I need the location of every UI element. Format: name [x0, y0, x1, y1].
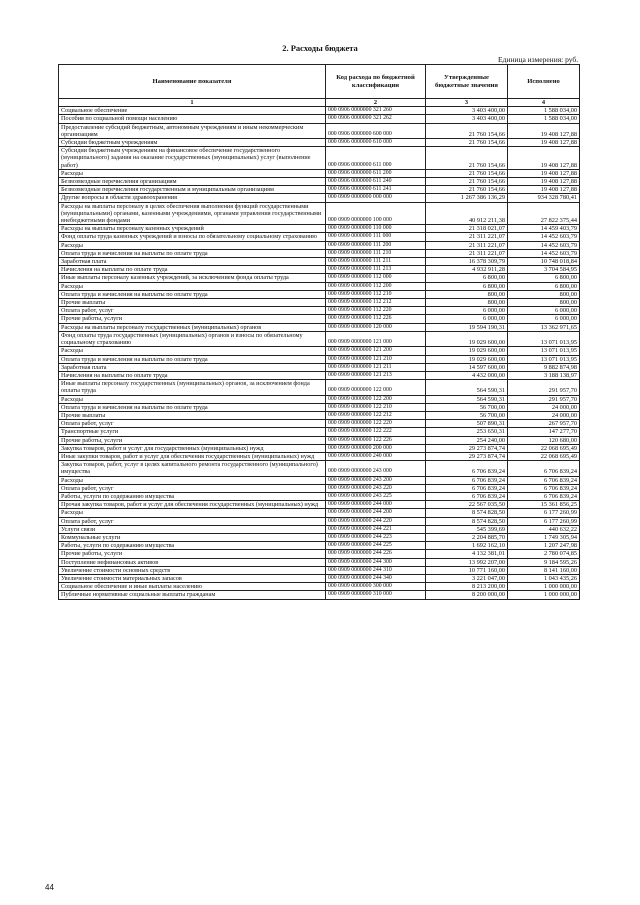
table-row: [59, 411, 580, 419]
table-row: [59, 147, 580, 170]
table-row: [59, 258, 580, 266]
row-code-cell: 000 0909 0000000 122 210: [326, 403, 426, 411]
row-executed-cell: 14 452 603,79: [508, 249, 580, 257]
row-name-cell: Безвозмездные перечисления государственным и муниципальным организациям: [59, 186, 326, 194]
row-executed-cell: 22 068 695,49: [508, 452, 580, 460]
row-approved-cell: 21 311 221,07: [426, 249, 508, 257]
table-row: [59, 371, 580, 379]
row-name-cell: Оплата работ, услуг: [59, 517, 326, 525]
row-executed-cell: 934 328 780,41: [508, 194, 580, 202]
table-row: [59, 517, 580, 525]
row-code-cell: 000 0909 0000000 122 226: [326, 436, 426, 444]
row-code-cell: 000 0909 0000000 112 200: [326, 282, 426, 290]
row-code-cell: 000 0906 0000000 321 260: [326, 107, 426, 115]
row-executed-cell: 19 408 127,88: [508, 178, 580, 186]
row-executed-cell: 19 408 127,88: [508, 139, 580, 147]
row-executed-cell: 800,00: [508, 290, 580, 298]
table-row: [59, 233, 580, 241]
row-executed-cell: 1 749 305,94: [508, 533, 580, 541]
row-code-cell: 000 0909 0000000 244 220: [326, 517, 426, 525]
table-row: [59, 420, 580, 428]
row-executed-cell: 120 680,00: [508, 436, 580, 444]
row-name-cell: Оплата труда и начисления на выплаты по оплате труда: [59, 249, 326, 257]
row-name-cell: Начисления на выплаты по оплате труда: [59, 371, 326, 379]
row-approved-cell: 564 590,31: [426, 395, 508, 403]
page-number: 44: [45, 883, 54, 892]
table-row: [59, 558, 580, 566]
row-name-cell: Иные выплаты персоналу казенных учреждений, за исключением фонда оплаты труда: [59, 274, 326, 282]
row-approved-cell: 6 706 839,24: [426, 461, 508, 476]
table-row: [59, 299, 580, 307]
row-executed-cell: 9 184 595,26: [508, 558, 580, 566]
row-code-cell: 000 0909 0000000 244 300: [326, 558, 426, 566]
row-name-cell: Заработная плата: [59, 258, 326, 266]
row-approved-cell: 8 213 200,00: [426, 583, 508, 591]
table-row: [59, 241, 580, 249]
row-name-cell: Поступление нефинансовых активов: [59, 558, 326, 566]
row-code-cell: 000 0909 0000000 122 000: [326, 380, 426, 395]
table-row: [59, 444, 580, 452]
row-approved-cell: 14 597 600,00: [426, 363, 508, 371]
row-name-cell: Закупка товаров, работ и услуг для государственных (муниципальных) нужд: [59, 444, 326, 452]
row-name-cell: Расходы: [59, 282, 326, 290]
table-row: [59, 107, 580, 115]
row-name-cell: Субсидии бюджетным учреждениям на финансовое обеспечение государственного (муниципального) задания на оказание государственных (муниципальных) услуг (выполнение работ): [59, 147, 326, 170]
row-name-cell: Заработная плата: [59, 363, 326, 371]
row-approved-cell: 8 200 000,00: [426, 591, 508, 599]
row-name-cell: Расходы на выплаты персоналу казенных учреждений: [59, 225, 326, 233]
row-approved-cell: 56 700,00: [426, 403, 508, 411]
row-code-cell: 000 0909 0000000 112 210: [326, 290, 426, 298]
row-name-cell: Иные выплаты персоналу государственных (муниципальных) органов, за исключением фонда оплаты труда: [59, 380, 326, 395]
row-code-cell: 000 0906 0000000 321 262: [326, 115, 426, 123]
row-approved-cell: 8 574 828,50: [426, 509, 508, 517]
row-name-cell: Расходы на выплаты персоналу государственных (муниципальных) органов: [59, 323, 326, 331]
row-name-cell: Начисления на выплаты по оплате труда: [59, 266, 326, 274]
row-code-cell: 000 0909 0000000 244 221: [326, 525, 426, 533]
row-executed-cell: 1 000 000,00: [508, 583, 580, 591]
row-name-cell: Прочая закупка товаров, работ и услуг для обеспечения государственных (муниципальных) нужд: [59, 501, 326, 509]
row-approved-cell: 1 267 386 136,29: [426, 194, 508, 202]
row-executed-cell: 24 000,00: [508, 403, 580, 411]
row-code-cell: 000 0906 0000000 611 200: [326, 169, 426, 177]
header-code: Код расхода по бюджетной классификации: [326, 65, 426, 99]
row-name-cell: Увеличение стоимости основных средств: [59, 566, 326, 574]
row-approved-cell: 56 700,00: [426, 411, 508, 419]
row-code-cell: 000 0909 0000000 121 200: [326, 347, 426, 355]
row-code-cell: 000 0909 0000000 244 000: [326, 501, 426, 509]
row-approved-cell: 507 890,31: [426, 420, 508, 428]
table-row: [59, 492, 580, 500]
table-row: [59, 476, 580, 484]
row-code-cell: 000 0909 0000000 111 210: [326, 249, 426, 257]
row-executed-cell: 13 362 971,65: [508, 323, 580, 331]
header-executed: Исполнено: [508, 65, 580, 99]
row-code-cell: 000 0906 0000000 611 241: [326, 186, 426, 194]
table-row: [59, 169, 580, 177]
row-approved-cell: 19 029 600,00: [426, 331, 508, 346]
row-code-cell: 000 0909 0000000 244 225: [326, 542, 426, 550]
table-row: [59, 331, 580, 346]
row-approved-cell: 4 932 911,28: [426, 266, 508, 274]
table-row: [59, 395, 580, 403]
row-approved-cell: 10 771 160,00: [426, 566, 508, 574]
row-name-cell: Субсидии бюджетным учреждениям: [59, 139, 326, 147]
table-row: [59, 403, 580, 411]
row-executed-cell: 6 706 839,24: [508, 492, 580, 500]
row-name-cell: Фонд оплаты труда государственных (муниципальных) органов и взносы по обязательному социальному страхованию: [59, 331, 326, 346]
row-code-cell: 000 0909 0000000 121 000: [326, 331, 426, 346]
row-name-cell: Оплата работ, услуг: [59, 307, 326, 315]
row-approved-cell: 6 000,00: [426, 315, 508, 323]
row-code-cell: 000 0909 0000000 121 210: [326, 355, 426, 363]
row-code-cell: 000 0906 0000000 611 000: [326, 147, 426, 170]
row-approved-cell: 1 692 162,10: [426, 542, 508, 550]
row-approved-cell: 21 318 021,07: [426, 225, 508, 233]
row-name-cell: Прочие выплаты: [59, 411, 326, 419]
row-approved-cell: 545 399,69: [426, 525, 508, 533]
table-row: [59, 525, 580, 533]
row-approved-cell: 6 800,00: [426, 282, 508, 290]
table-row: [59, 249, 580, 257]
row-approved-cell: 21 760 154,66: [426, 178, 508, 186]
row-approved-cell: 3 403 400,00: [426, 107, 508, 115]
row-executed-cell: 291 957,70: [508, 395, 580, 403]
row-name-cell: Оплата работ, услуг: [59, 484, 326, 492]
table-row: [59, 461, 580, 476]
row-code-cell: 000 0909 0000000 111 200: [326, 241, 426, 249]
row-executed-cell: 6 800,00: [508, 274, 580, 282]
row-executed-cell: 15 361 856,25: [508, 501, 580, 509]
row-approved-cell: 21 760 154,66: [426, 139, 508, 147]
row-executed-cell: 19 408 127,88: [508, 186, 580, 194]
table-row: [59, 123, 580, 138]
row-executed-cell: 800,00: [508, 299, 580, 307]
header-name: Наименование показателя: [59, 65, 326, 99]
row-executed-cell: 24 000,00: [508, 411, 580, 419]
row-name-cell: Оплата труда и начисления на выплаты по оплате труда: [59, 290, 326, 298]
row-executed-cell: 1 043 435,26: [508, 574, 580, 582]
row-approved-cell: 29 273 874,74: [426, 444, 508, 452]
row-executed-cell: 19 408 127,88: [508, 123, 580, 138]
column-number: 2: [326, 99, 426, 107]
row-name-cell: Расходы: [59, 169, 326, 177]
table-row: [59, 307, 580, 315]
row-approved-cell: 21 760 154,66: [426, 169, 508, 177]
row-code-cell: 000 0906 0000000 600 000: [326, 123, 426, 138]
row-name-cell: Публичные нормативные социальные выплаты гражданам: [59, 591, 326, 599]
row-code-cell: 000 0909 0000000 121 211: [326, 363, 426, 371]
table-row: [59, 194, 580, 202]
row-code-cell: 000 0909 0000000 243 220: [326, 484, 426, 492]
row-approved-cell: 800,00: [426, 290, 508, 298]
table-row: [59, 542, 580, 550]
row-name-cell: Прочие работы, услуги: [59, 315, 326, 323]
column-number: 1: [59, 99, 326, 107]
row-name-cell: Оплата работ, услуг: [59, 420, 326, 428]
table-row: [59, 583, 580, 591]
row-code-cell: 000 0909 0000000 300 000: [326, 583, 426, 591]
row-name-cell: Расходы: [59, 395, 326, 403]
row-approved-cell: 2 204 885,70: [426, 533, 508, 541]
row-executed-cell: 6 177 260,99: [508, 509, 580, 517]
row-code-cell: 000 0909 0000000 000 000: [326, 194, 426, 202]
row-approved-cell: 6 000,00: [426, 307, 508, 315]
table-row: [59, 347, 580, 355]
table-row: [59, 501, 580, 509]
row-executed-cell: 1 000 000,00: [508, 591, 580, 599]
table-row: [59, 509, 580, 517]
row-code-cell: 000 0909 0000000 100 000: [326, 202, 426, 225]
row-name-cell: Предоставление субсидий бюджетным, автономным учреждениям и иным некоммерческим организациям: [59, 123, 326, 138]
table-row: [59, 363, 580, 371]
page-title: 2. Расходы бюджета: [282, 43, 358, 53]
table-row: [59, 186, 580, 194]
row-name-cell: Транспортные услуги: [59, 428, 326, 436]
row-code-cell: 000 0909 0000000 122 212: [326, 411, 426, 419]
row-name-cell: Безвозмездные перечисления организациям: [59, 178, 326, 186]
row-approved-cell: 8 574 828,50: [426, 517, 508, 525]
table-row: [59, 428, 580, 436]
column-numbers-row: [59, 99, 580, 107]
row-code-cell: 000 0909 0000000 244 200: [326, 509, 426, 517]
row-approved-cell: 16 378 309,79: [426, 258, 508, 266]
row-name-cell: Оплата труда и начисления на выплаты по оплате труда: [59, 403, 326, 411]
row-name-cell: Расходы: [59, 476, 326, 484]
row-approved-cell: 40 912 211,38: [426, 202, 508, 225]
table-row: [59, 355, 580, 363]
table-row: [59, 323, 580, 331]
budget-expenses-table: [58, 64, 580, 600]
row-code-cell: 000 0909 0000000 111 213: [326, 266, 426, 274]
row-executed-cell: 2 780 074,85: [508, 550, 580, 558]
row-name-cell: Коммунальные услуги: [59, 533, 326, 541]
row-code-cell: 000 0909 0000000 244 226: [326, 550, 426, 558]
row-executed-cell: 1 588 034,00: [508, 115, 580, 123]
table-row: [59, 266, 580, 274]
row-approved-cell: 19 594 190,31: [426, 323, 508, 331]
row-code-cell: 000 0909 0000000 111 000: [326, 233, 426, 241]
table-row: [59, 202, 580, 225]
row-executed-cell: 6 706 839,24: [508, 476, 580, 484]
row-approved-cell: 19 029 600,00: [426, 355, 508, 363]
row-name-cell: Работы, услуги по содержанию имущества: [59, 542, 326, 550]
row-code-cell: 000 0906 0000000 610 000: [326, 139, 426, 147]
row-name-cell: Прочие выплаты: [59, 299, 326, 307]
row-approved-cell: 564 590,31: [426, 380, 508, 395]
row-code-cell: 000 0909 0000000 244 340: [326, 574, 426, 582]
row-executed-cell: 14 452 603,79: [508, 241, 580, 249]
table-row: [59, 452, 580, 460]
row-approved-cell: 22 567 035,50: [426, 501, 508, 509]
row-executed-cell: 19 408 127,88: [508, 169, 580, 177]
row-name-cell: Прочие работы, услуги: [59, 550, 326, 558]
row-code-cell: 000 0909 0000000 244 310: [326, 566, 426, 574]
table-row: [59, 290, 580, 298]
table-row: [59, 282, 580, 290]
row-name-cell: Иные закупки товаров, работ и услуг для обеспечения государственных (муниципальных) нужд: [59, 452, 326, 460]
row-name-cell: Социальное обеспечение: [59, 107, 326, 115]
table-row: [59, 139, 580, 147]
row-name-cell: Прочие работы, услуги: [59, 436, 326, 444]
table-row: [59, 315, 580, 323]
row-name-cell: Увеличение стоимости материальных запасов: [59, 574, 326, 582]
row-approved-cell: 6 706 839,24: [426, 492, 508, 500]
row-approved-cell: 4 132 381,01: [426, 550, 508, 558]
row-approved-cell: 3 221 047,00: [426, 574, 508, 582]
row-name-cell: Расходы: [59, 347, 326, 355]
row-executed-cell: 291 957,70: [508, 380, 580, 395]
row-executed-cell: 267 957,70: [508, 420, 580, 428]
row-executed-cell: 8 141 160,00: [508, 566, 580, 574]
row-approved-cell: 6 706 839,24: [426, 476, 508, 484]
table-row: [59, 274, 580, 282]
row-name-cell: Работы, услуги по содержанию имущества: [59, 492, 326, 500]
row-name-cell: Оплата труда и начисления на выплаты по оплате труда: [59, 355, 326, 363]
table-row: [59, 484, 580, 492]
row-name-cell: Закупка товаров, работ, услуг в целях капитального ремонта государственного (муниципального) имущества: [59, 461, 326, 476]
row-executed-cell: 22 068 695,49: [508, 444, 580, 452]
row-name-cell: Расходы: [59, 509, 326, 517]
row-executed-cell: 6 000,00: [508, 315, 580, 323]
row-executed-cell: 10 748 018,84: [508, 258, 580, 266]
row-executed-cell: 6 706 839,24: [508, 461, 580, 476]
column-number: 3: [426, 99, 508, 107]
row-executed-cell: 13 071 013,95: [508, 331, 580, 346]
table-row: [59, 550, 580, 558]
row-approved-cell: 254 240,00: [426, 436, 508, 444]
table-row: [59, 533, 580, 541]
row-executed-cell: 147 277,70: [508, 428, 580, 436]
unit-label: Единица измерения: руб.: [498, 55, 579, 64]
row-executed-cell: 6 000,00: [508, 307, 580, 315]
row-code-cell: 000 0909 0000000 122 220: [326, 420, 426, 428]
table-row: [59, 566, 580, 574]
row-code-cell: 000 0909 0000000 243 225: [326, 492, 426, 500]
row-code-cell: 000 0909 0000000 111 211: [326, 258, 426, 266]
table-row: [59, 574, 580, 582]
row-executed-cell: 14 459 403,79: [508, 225, 580, 233]
row-approved-cell: 21 760 154,66: [426, 186, 508, 194]
row-approved-cell: 21 760 154,66: [426, 147, 508, 170]
row-code-cell: 000 0909 0000000 112 226: [326, 315, 426, 323]
row-code-cell: 000 0909 0000000 122 200: [326, 395, 426, 403]
row-executed-cell: 6 800,00: [508, 282, 580, 290]
row-name-cell: Расходы: [59, 241, 326, 249]
row-code-cell: 000 0909 0000000 120 000: [326, 323, 426, 331]
header-approved: Утвержденные бюджетные значения: [426, 65, 508, 99]
row-approved-cell: 21 311 221,07: [426, 241, 508, 249]
row-code-cell: 000 0909 0000000 243 200: [326, 476, 426, 484]
row-approved-cell: 6 706 839,24: [426, 484, 508, 492]
table-row: [59, 380, 580, 395]
row-code-cell: 000 0909 0000000 244 223: [326, 533, 426, 541]
row-name-cell: Социальное обеспечение и иные выплаты населению: [59, 583, 326, 591]
row-approved-cell: 253 650,31: [426, 428, 508, 436]
row-executed-cell: 13 071 013,95: [508, 347, 580, 355]
row-approved-cell: 29 273 874,74: [426, 452, 508, 460]
row-executed-cell: 9 882 874,98: [508, 363, 580, 371]
row-name-cell: Услуги связи: [59, 525, 326, 533]
row-approved-cell: 21 760 154,66: [426, 123, 508, 138]
row-executed-cell: 3 188 138,97: [508, 371, 580, 379]
row-executed-cell: 6 706 839,24: [508, 484, 580, 492]
row-executed-cell: 1 207 247,98: [508, 542, 580, 550]
row-executed-cell: 6 177 260,99: [508, 517, 580, 525]
row-approved-cell: 21 311 221,07: [426, 233, 508, 241]
row-code-cell: 000 0909 0000000 310 000: [326, 591, 426, 599]
row-name-cell: Другие вопросы в области здравоохранения: [59, 194, 326, 202]
row-code-cell: 000 0909 0000000 112 220: [326, 307, 426, 315]
row-code-cell: 000 0909 0000000 240 000: [326, 452, 426, 460]
row-executed-cell: 440 632,22: [508, 525, 580, 533]
table-row: [59, 178, 580, 186]
row-executed-cell: 3 704 584,95: [508, 266, 580, 274]
table-row: [59, 225, 580, 233]
table-row: [59, 436, 580, 444]
row-code-cell: 000 0909 0000000 122 222: [326, 428, 426, 436]
row-name-cell: Фонд оплаты труда казенных учреждений и взносы по обязательному социальному страхованию: [59, 233, 326, 241]
row-code-cell: 000 0906 0000000 611 240: [326, 178, 426, 186]
row-executed-cell: 27 822 375,44: [508, 202, 580, 225]
row-code-cell: 000 0909 0000000 121 213: [326, 371, 426, 379]
row-approved-cell: 19 029 600,00: [426, 347, 508, 355]
row-executed-cell: 19 408 127,88: [508, 147, 580, 170]
row-approved-cell: 4 432 000,00: [426, 371, 508, 379]
row-code-cell: 000 0909 0000000 112 212: [326, 299, 426, 307]
row-code-cell: 000 0909 0000000 243 000: [326, 461, 426, 476]
row-approved-cell: 3 403 400,00: [426, 115, 508, 123]
row-executed-cell: 1 588 034,00: [508, 107, 580, 115]
row-approved-cell: 6 800,00: [426, 274, 508, 282]
row-approved-cell: 13 992 207,00: [426, 558, 508, 566]
row-code-cell: 000 0909 0000000 112 000: [326, 274, 426, 282]
row-code-cell: 000 0909 0000000 110 000: [326, 225, 426, 233]
row-name-cell: Пособия по социальной помощи населению: [59, 115, 326, 123]
table-row: [59, 591, 580, 599]
column-number: 4: [508, 99, 580, 107]
row-approved-cell: 800,00: [426, 299, 508, 307]
table-row: [59, 115, 580, 123]
row-executed-cell: 14 452 603,79: [508, 233, 580, 241]
row-executed-cell: 13 071 013,95: [508, 355, 580, 363]
row-name-cell: Расходы на выплаты персоналу в целях обеспечения выполнения функций государственными (муниципальными) органами, казенными учреждениями, органами управления государственными внебюджетными фондами: [59, 202, 326, 225]
row-code-cell: 000 0909 0000000 200 000: [326, 444, 426, 452]
